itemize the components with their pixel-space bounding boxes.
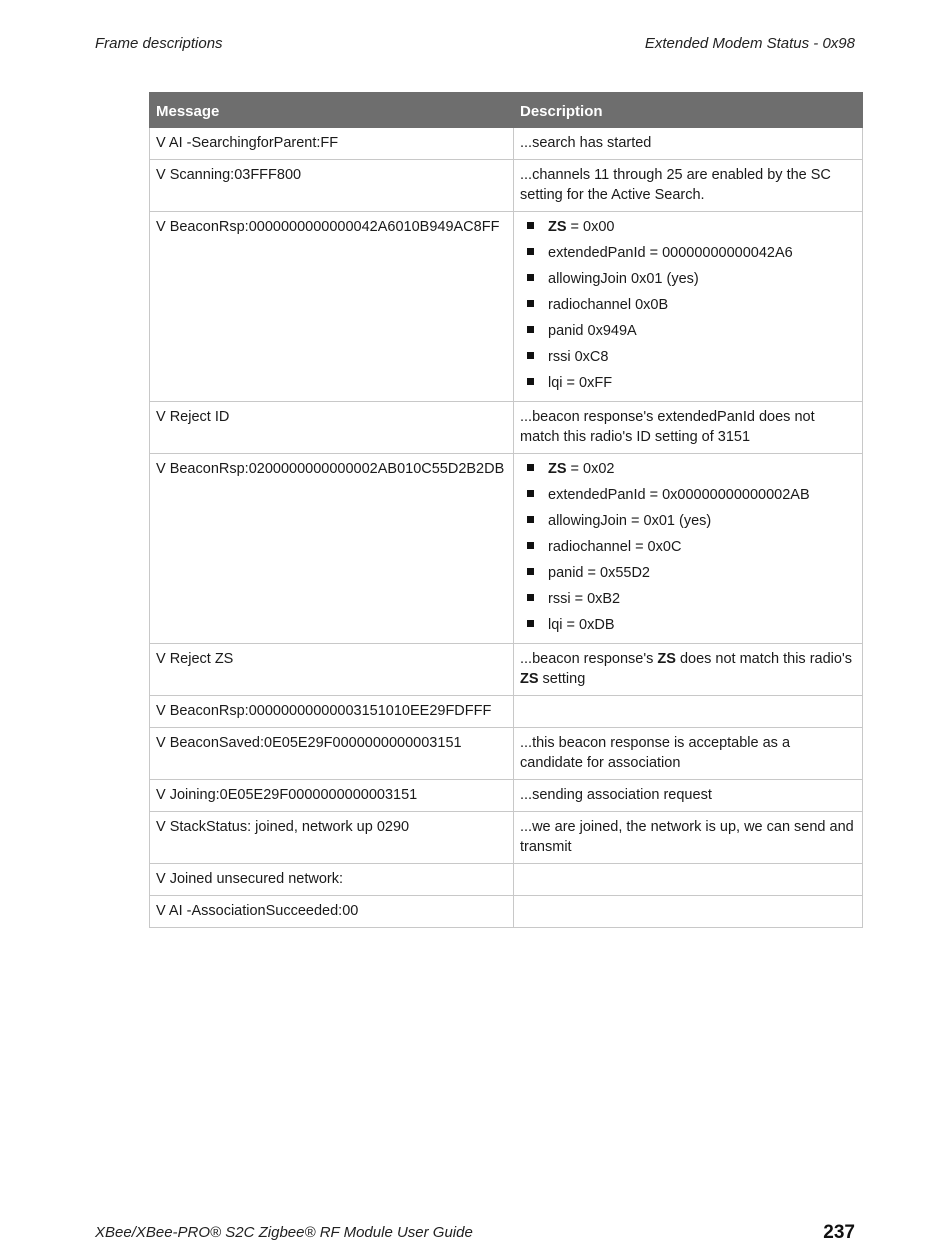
list-item [548,217,856,243]
table-row [150,402,863,454]
running-header-right: Extended Modem Status - 0x98 [644,35,855,52]
message-cell: V BeaconRsp:0000000000000042A6010B949AC8FF [150,212,514,402]
list-item: radiochannel 0x0B [548,295,856,321]
table-row [150,896,863,928]
list-item: rssi = 0xB2 [548,589,856,615]
column-header-message: Message [150,93,514,128]
column-header-description: Description [514,93,863,128]
list-item: lqi = 0xDB [548,615,856,641]
message-cell: V Reject ID [150,402,514,454]
list-item: lqi = 0xFF [548,373,856,399]
table-row [150,644,863,696]
description-cell: ...this beacon response is acceptable as a candidate for association [514,728,863,780]
description-cell [514,454,863,644]
beacon-field-list [520,217,856,399]
description-cell: ...we are joined, the network is up, we can send and transmit [514,812,863,864]
table-row [150,864,863,896]
table-row [150,128,863,160]
message-cell: V AI -AssociationSucceeded:00 [150,896,514,928]
message-description-table [149,92,863,928]
beacon-field-list [520,459,856,641]
desc-text: does not match this radio's [675,651,852,667]
message-cell: V StackStatus: joined, network up 0290 [150,812,514,864]
field-key: ZS [548,461,567,477]
message-cell: V Reject ZS [150,644,514,696]
table-row [150,780,863,812]
description-cell [514,212,863,402]
page-number: 237 [823,1222,855,1243]
list-item: extendedPanId = 0x00000000000002AB [548,485,856,511]
message-cell: V BeaconRsp:0200000000000002AB010C55D2B2DB [150,454,514,644]
table-row [150,696,863,728]
desc-text: setting [538,671,586,687]
description-cell [514,864,863,896]
table-row [150,728,863,780]
list-item: allowingJoin 0x01 (yes) [548,269,856,295]
description-cell: ...channels 11 through 25 are enabled by the SC setting for the Active Search. [514,160,863,212]
message-cell: V Joining:0E05E29F0000000000003151 [150,780,514,812]
message-cell: V AI -SearchingforParent:FF [150,128,514,160]
message-cell: V BeaconRsp:00000000000003151010EE29FDFFF [150,696,514,728]
running-header-left: Frame descriptions [95,35,223,52]
table-row [150,454,863,644]
table-header-row [150,93,863,128]
description-cell [514,696,863,728]
list-item: panid 0x949A [548,321,856,347]
list-item: panid = 0x55D2 [548,563,856,589]
desc-bold: ZS [657,651,676,667]
list-item: rssi 0xC8 [548,347,856,373]
list-item: extendedPanId = 00000000000042A6 [548,243,856,269]
description-cell: ...sending association request [514,780,863,812]
desc-text: ...beacon response's [520,651,658,667]
message-cell: V BeaconSaved:0E05E29F0000000000003151 [150,728,514,780]
message-cell: V Joined unsecured network: [150,864,514,896]
field-value: = 0x00 [566,219,615,235]
description-cell [514,644,863,696]
description-cell: ...beacon response's extendedPanId does not match this radio's ID setting of 3151 [514,402,863,454]
footer-guide-title: XBee/XBee-PRO® S2C Zigbee® RF Module User Guide [95,1224,473,1241]
description-cell [514,896,863,928]
list-item: radiochannel = 0x0C [548,537,856,563]
description-cell: ...search has started [514,128,863,160]
field-key: ZS [548,219,567,235]
table-row [150,212,863,402]
message-cell: V Scanning:03FFF800 [150,160,514,212]
list-item [548,459,856,485]
field-value: = 0x02 [566,461,615,477]
list-item: allowingJoin = 0x01 (yes) [548,511,856,537]
table-row [150,160,863,212]
desc-bold: ZS [520,671,539,687]
table-row [150,812,863,864]
